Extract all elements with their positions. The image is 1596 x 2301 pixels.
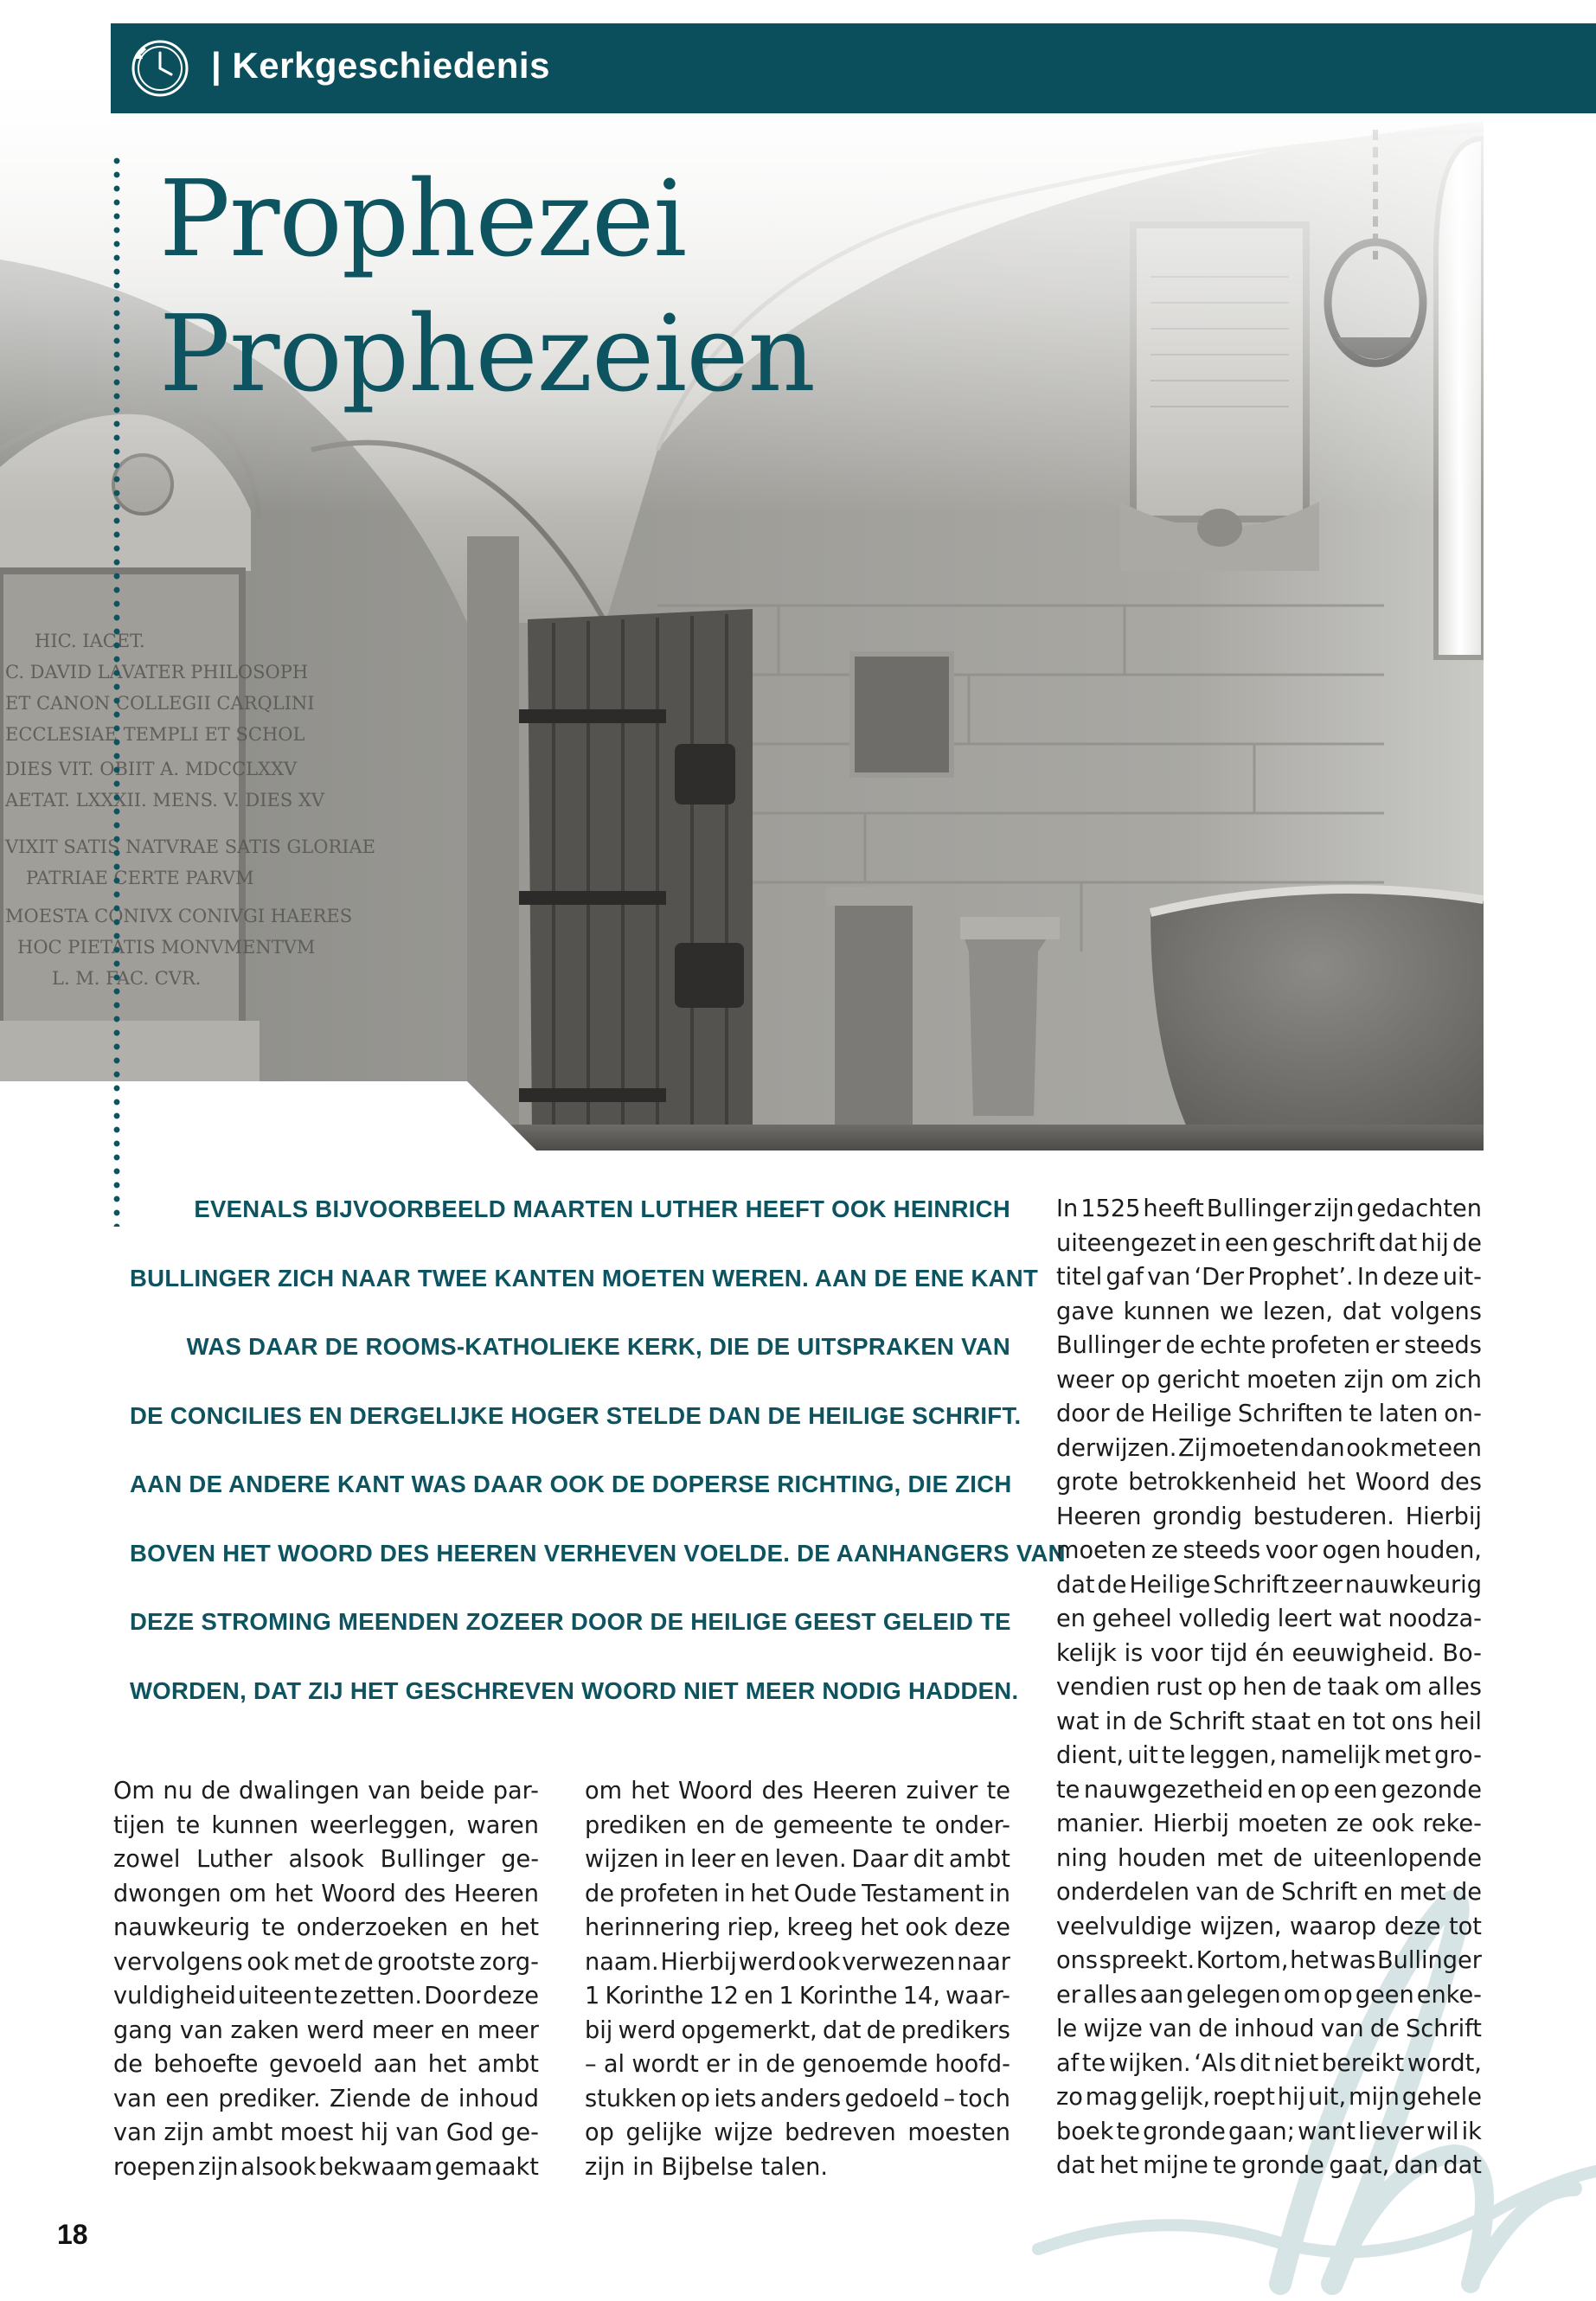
body-text-line: er alles aan gelegen om op geen enke- [1056,1981,1482,2009]
intro-line: WAS DAAR DE ROOMS-KATHOLIEKE KERK, DIE DE UITSPRAKEN VAN [186,1333,1010,1360]
body-text-line: vervolgens ook met de grootste zorg- [113,1948,539,1976]
body-text-line: zowel Luther alsook Bullinger ge- [113,1846,539,1873]
banner-diagonal [758,36,1596,97]
body-text-line: op gelijke wijze bedreven moesten [585,2119,1010,2146]
clock-icon [128,36,192,100]
intro-lead [130,1190,1066,1740]
body-text-line: zijn in Bijbelse talen. [585,2153,828,2181]
body-text-line: vuldigheid uiteen te zetten. Door deze [113,1983,539,2009]
body-text-line: de behoefte gevoeld aan het ambt [113,2051,539,2078]
body-text-line: roepen zijn alsook bekwaam gemaakt [113,2153,539,2181]
body-text-line: boek te gronde gaan; want liever wil ik [1056,2118,1482,2145]
body-text-line: le wijze van de inhoud van de Schrift [1056,2016,1482,2042]
body-text-line: – al wordt er in de genoemde hoofd- [585,2051,1010,2078]
title-line-2: Prophezeien [159,292,815,415]
body-text-line: In 1525 heeft Bullinger zijn gedachten [1056,1195,1482,1222]
body-text-line: 1 Korinthe 12 en 1 Korinthe 14, waar- [585,1983,1010,2009]
body-text-line: van een prediker. Ziende de inhoud [113,2085,539,2112]
body-text-line: wijzen in leer en leven. Daar dit ambt [585,1846,1010,1873]
section-label: | Kerkgeschiedenis [211,45,550,86]
body-text-line: uiteengezet in een geschrift dat hij de [1056,1229,1482,1257]
body-text-line: af te wijken. ‘Als dit niet bereikt wordt, [1056,2049,1482,2077]
body-text-line: titel gaf van ‘Der Prophet’. In deze uit- [1056,1264,1482,1291]
body-text-line: moeten ze steeds voor ogen houden, [1056,1537,1482,1564]
body-text-line: onderdelen van de Schrift en met de [1056,1879,1482,1906]
body-text-line: dat de Heilige Schrift zeer nauwkeurig [1056,1571,1482,1599]
body-text-line: om het Woord des Heeren zuiver te [585,1778,1010,1804]
body-column-1 [113,1774,539,2184]
body-text-line: Bullinger de echte profeten er steeds [1056,1332,1482,1359]
body-text-line: dwongen om het Woord des Heeren [113,1880,539,1907]
body-text-line: manier. Hierbij moeten ze ook reke- [1056,1811,1482,1837]
intro-line: WORDEN, DAT ZIJ HET GESCHREVEN WOORD NIET MEER NODIG HADDEN. [130,1676,1019,1704]
body-text-line: weer op gericht moeten zijn om zich [1056,1366,1482,1394]
body-text-line: herinnering riep, kreeg het ook deze [585,1914,1010,1941]
dotted-rule [112,154,122,1227]
body-text-line: derwijzen. Zij moeten dan ook met een [1056,1434,1482,1462]
intro-line: EVENALS BIJVOORBEELD MAARTEN LUTHER HEEFT OOK HEINRICH [194,1195,1010,1222]
body-text-line: stukken op iets anders gedoeld – toch [585,2085,1010,2112]
body-text-line: ning houden met de uiteenlopende [1056,1844,1482,1872]
intro-line: DEZE STROMING MEENDEN ZOZEER DOOR DE HEILIGE GEEST GELEID TE [130,1608,1011,1635]
body-text-line: veelvuldige wijzen, waarop deze tot [1056,1913,1482,1940]
body-text-line: Heeren grondig bestuderen. Hierbij [1056,1503,1482,1530]
body-text-line: bij werd opgemerkt, dat de predikers [585,2016,1010,2044]
body-text-line: nauwkeurig te onderzoeken en het [113,1914,539,1941]
body-text-line: dat het mijne te gronde gaat, dan dat [1056,2152,1482,2179]
body-text-line: door de Heilige Schriften te laten on- [1056,1400,1482,1427]
body-text-line: dient, uit te leggen, namelijk met gro- [1056,1742,1482,1769]
intro-line: BOVEN HET WOORD DES HEEREN VERHEVEN VOELDE. DE AANHANGERS VAN [130,1539,1066,1567]
article-title [159,151,938,421]
title-line-1: Prophezei [159,157,687,280]
body-text-line: en geheel volledig leert wat noodza- [1056,1606,1482,1632]
intro-line: DE CONCILIES EN DERGELIJKE HOGER STELDE DAN DE HEILIGE SCHRIFT. [130,1401,1022,1429]
body-column-3 [1056,1192,1482,2183]
body-text-line: kelijk is voor tijd én eeuwigheid. Bo- [1056,1639,1482,1667]
body-column-2 [585,1774,1010,2184]
body-text-line: van zijn ambt moest hij van God ge- [113,2119,539,2146]
body-text-line: zo mag gelijk, roept hij uit, mijn gehele [1056,2084,1482,2111]
intro-line: AAN DE ANDERE KANT WAS DAAR OOK DE DOPERSE RICHTING, DIE ZICH [130,1471,1012,1497]
body-text-line: wat in de Schrift staat en tot ons heil [1056,1708,1482,1735]
body-text-line: gave kunnen we lezen, dat volgens [1056,1298,1482,1325]
page-number: 18 [57,2219,88,2250]
body-text-line: grote betrokkenheid het Woord des [1056,1469,1482,1496]
body-text-line: prediken en de gemeente te onder- [585,1811,1010,1839]
body-text-line: vendien rust op hen de taak om alles [1056,1674,1482,1701]
intro-line: BULLINGER ZICH NAAR TWEE KANTEN MOETEN WEREN. AAN DE ENE KANT [130,1264,1039,1292]
body-text-line: ons spreekt. Kortom, het was Bullinger [1056,1947,1482,1974]
body-text-line: gang van zaken werd meer en meer [113,2016,539,2044]
body-text-line: de profeten in het Oude Testament in [585,1880,1010,1907]
body-text-line: Om nu de dwalingen van beide par- [113,1778,539,1804]
body-text-line: naam. Hierbij werd ook verwezen naar [585,1948,1010,1976]
body-text-line: tijen te kunnen weerleggen, waren [113,1811,539,1839]
body-text-line: te nauwgezetheid en op een gezonde [1056,1776,1482,1804]
